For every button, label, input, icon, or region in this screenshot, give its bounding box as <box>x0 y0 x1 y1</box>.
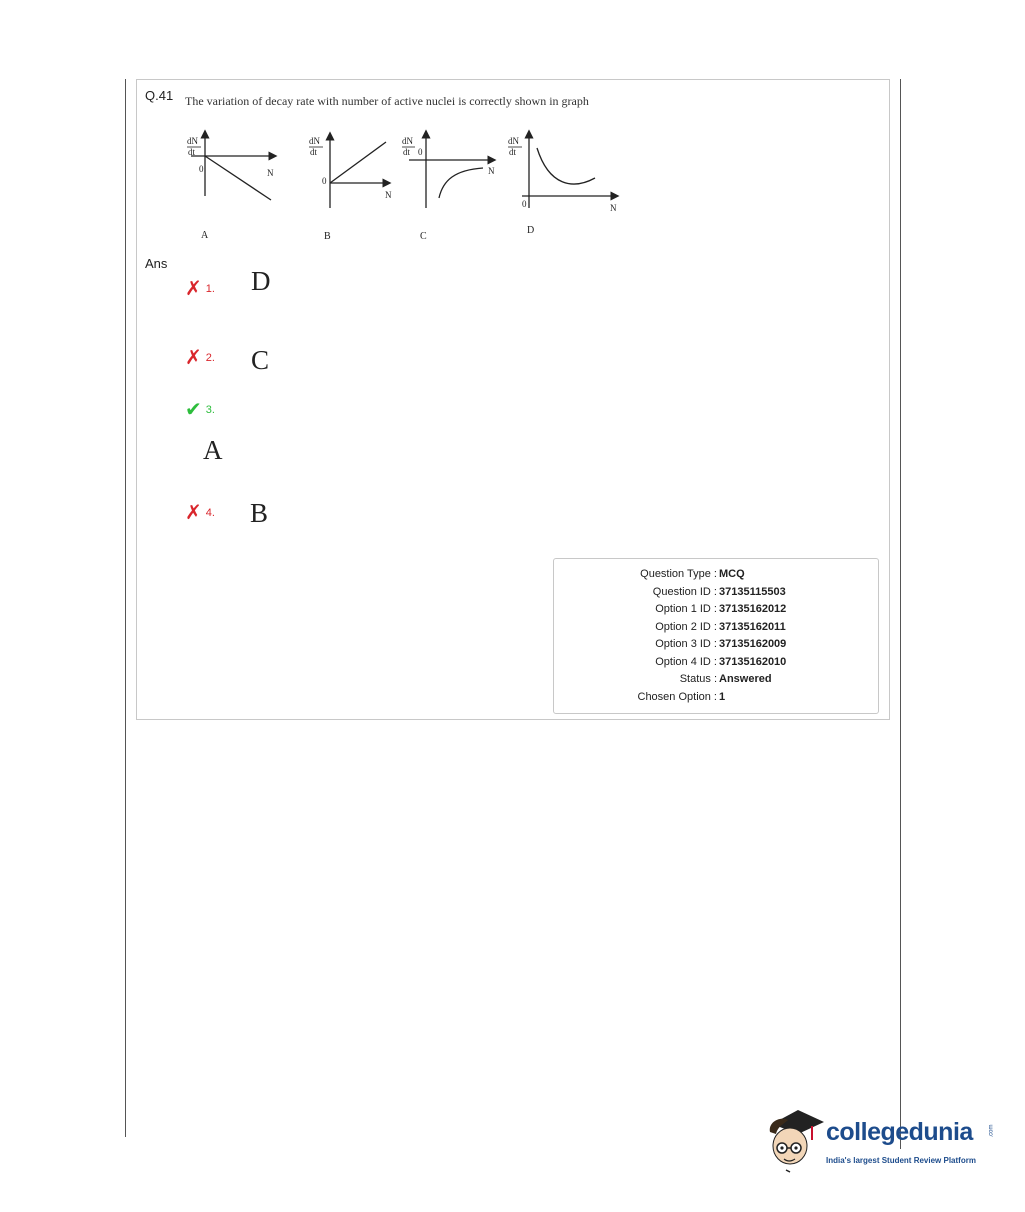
page-left-border <box>125 79 126 1137</box>
info-key: Chosen Option : <box>637 691 717 703</box>
question-text: The variation of decay rate with number of active nuclei is correctly shown in graph <box>185 94 589 108</box>
info-value: Answered <box>719 673 772 685</box>
graph-a-n-label: N <box>267 168 274 178</box>
graph-d <box>508 132 617 236</box>
info-row-question-type <box>554 568 878 585</box>
info-row-option-4-id <box>554 656 878 673</box>
cross-icon: ✗ <box>185 502 202 524</box>
graph-b <box>309 134 392 242</box>
option-3-marker <box>185 397 215 422</box>
option-2-number: 2. <box>205 352 215 364</box>
option-1-marker <box>185 276 215 301</box>
graph-a-dn-label: dN <box>187 136 198 146</box>
info-value: MCQ <box>719 568 745 580</box>
question-info-panel <box>553 558 879 714</box>
check-icon: ✔ <box>185 399 202 421</box>
graph-b-origin: 0 <box>322 176 327 186</box>
decay-graphs-figure <box>177 128 657 248</box>
graph-c-origin: 0 <box>418 147 423 157</box>
info-value: 37135162012 <box>719 603 787 615</box>
info-value: 37135162010 <box>719 656 787 668</box>
mascot-icon <box>766 1104 826 1174</box>
page-right-border <box>900 79 901 1149</box>
graph-a-label: A <box>201 230 209 241</box>
option-4-text: B <box>250 498 269 528</box>
question-number: Q.41 <box>145 88 174 103</box>
info-value: 37135162009 <box>719 638 787 650</box>
graph-c-label: C <box>420 231 427 242</box>
option-3-number: 3. <box>205 404 215 416</box>
option-4-marker <box>185 500 215 525</box>
info-row-chosen-option <box>554 691 878 708</box>
answer-label: Ans <box>145 256 168 271</box>
info-row-option-2-id <box>554 621 878 638</box>
cross-icon: ✗ <box>185 278 202 300</box>
info-row-question-id <box>554 586 878 603</box>
graph-b-n-label: N <box>385 190 392 200</box>
graph-b-dn-label: dN <box>309 136 320 146</box>
logo-suffix: .com <box>988 1124 995 1138</box>
collegedunia-logo[interactable] <box>766 1104 996 1174</box>
graph-d-dt-label: dt <box>509 147 517 157</box>
info-key: Question ID : <box>652 586 717 598</box>
info-key: Option 1 ID : <box>655 603 717 615</box>
info-row-status <box>554 673 878 690</box>
info-value: 1 <box>719 691 726 703</box>
info-row-option-1-id <box>554 603 878 620</box>
info-key: Question Type : <box>640 568 717 580</box>
graph-c-dn-label: dN <box>402 136 413 146</box>
graph-d-dn-label: dN <box>508 136 519 146</box>
info-value: 37135162011 <box>719 621 786 633</box>
option-2-marker <box>185 345 215 370</box>
graph-d-n-label: N <box>610 203 617 213</box>
logo-name: collegedunia <box>826 1118 973 1146</box>
info-key: Option 2 ID : <box>655 621 717 633</box>
info-key: Status : <box>679 673 717 685</box>
option-4-number: 4. <box>205 507 215 519</box>
logo-tagline: India's largest Student Review Platform <box>826 1156 976 1165</box>
option-1-number: 1. <box>205 283 215 295</box>
option-1-text: D <box>251 266 271 296</box>
graph-d-label: D <box>527 225 535 236</box>
info-key: Option 3 ID : <box>655 638 717 650</box>
graph-c <box>402 132 495 242</box>
info-row-option-3-id <box>554 638 878 655</box>
info-key: Option 4 ID : <box>655 656 717 668</box>
graph-d-origin: 0 <box>522 199 527 209</box>
option-2-text: C <box>251 345 270 375</box>
graph-c-dt-label: dt <box>403 147 411 157</box>
graph-a-origin: 0 <box>199 164 204 174</box>
graph-b-dt-label: dt <box>310 147 318 157</box>
cross-icon: ✗ <box>185 347 202 369</box>
graph-c-n-label: N <box>488 166 495 176</box>
graph-a <box>187 132 275 241</box>
info-value: 37135115503 <box>719 586 786 598</box>
graph-b-label: B <box>324 231 331 242</box>
option-3-text: A <box>203 435 223 465</box>
graph-a-dt-label: dt <box>188 147 196 157</box>
